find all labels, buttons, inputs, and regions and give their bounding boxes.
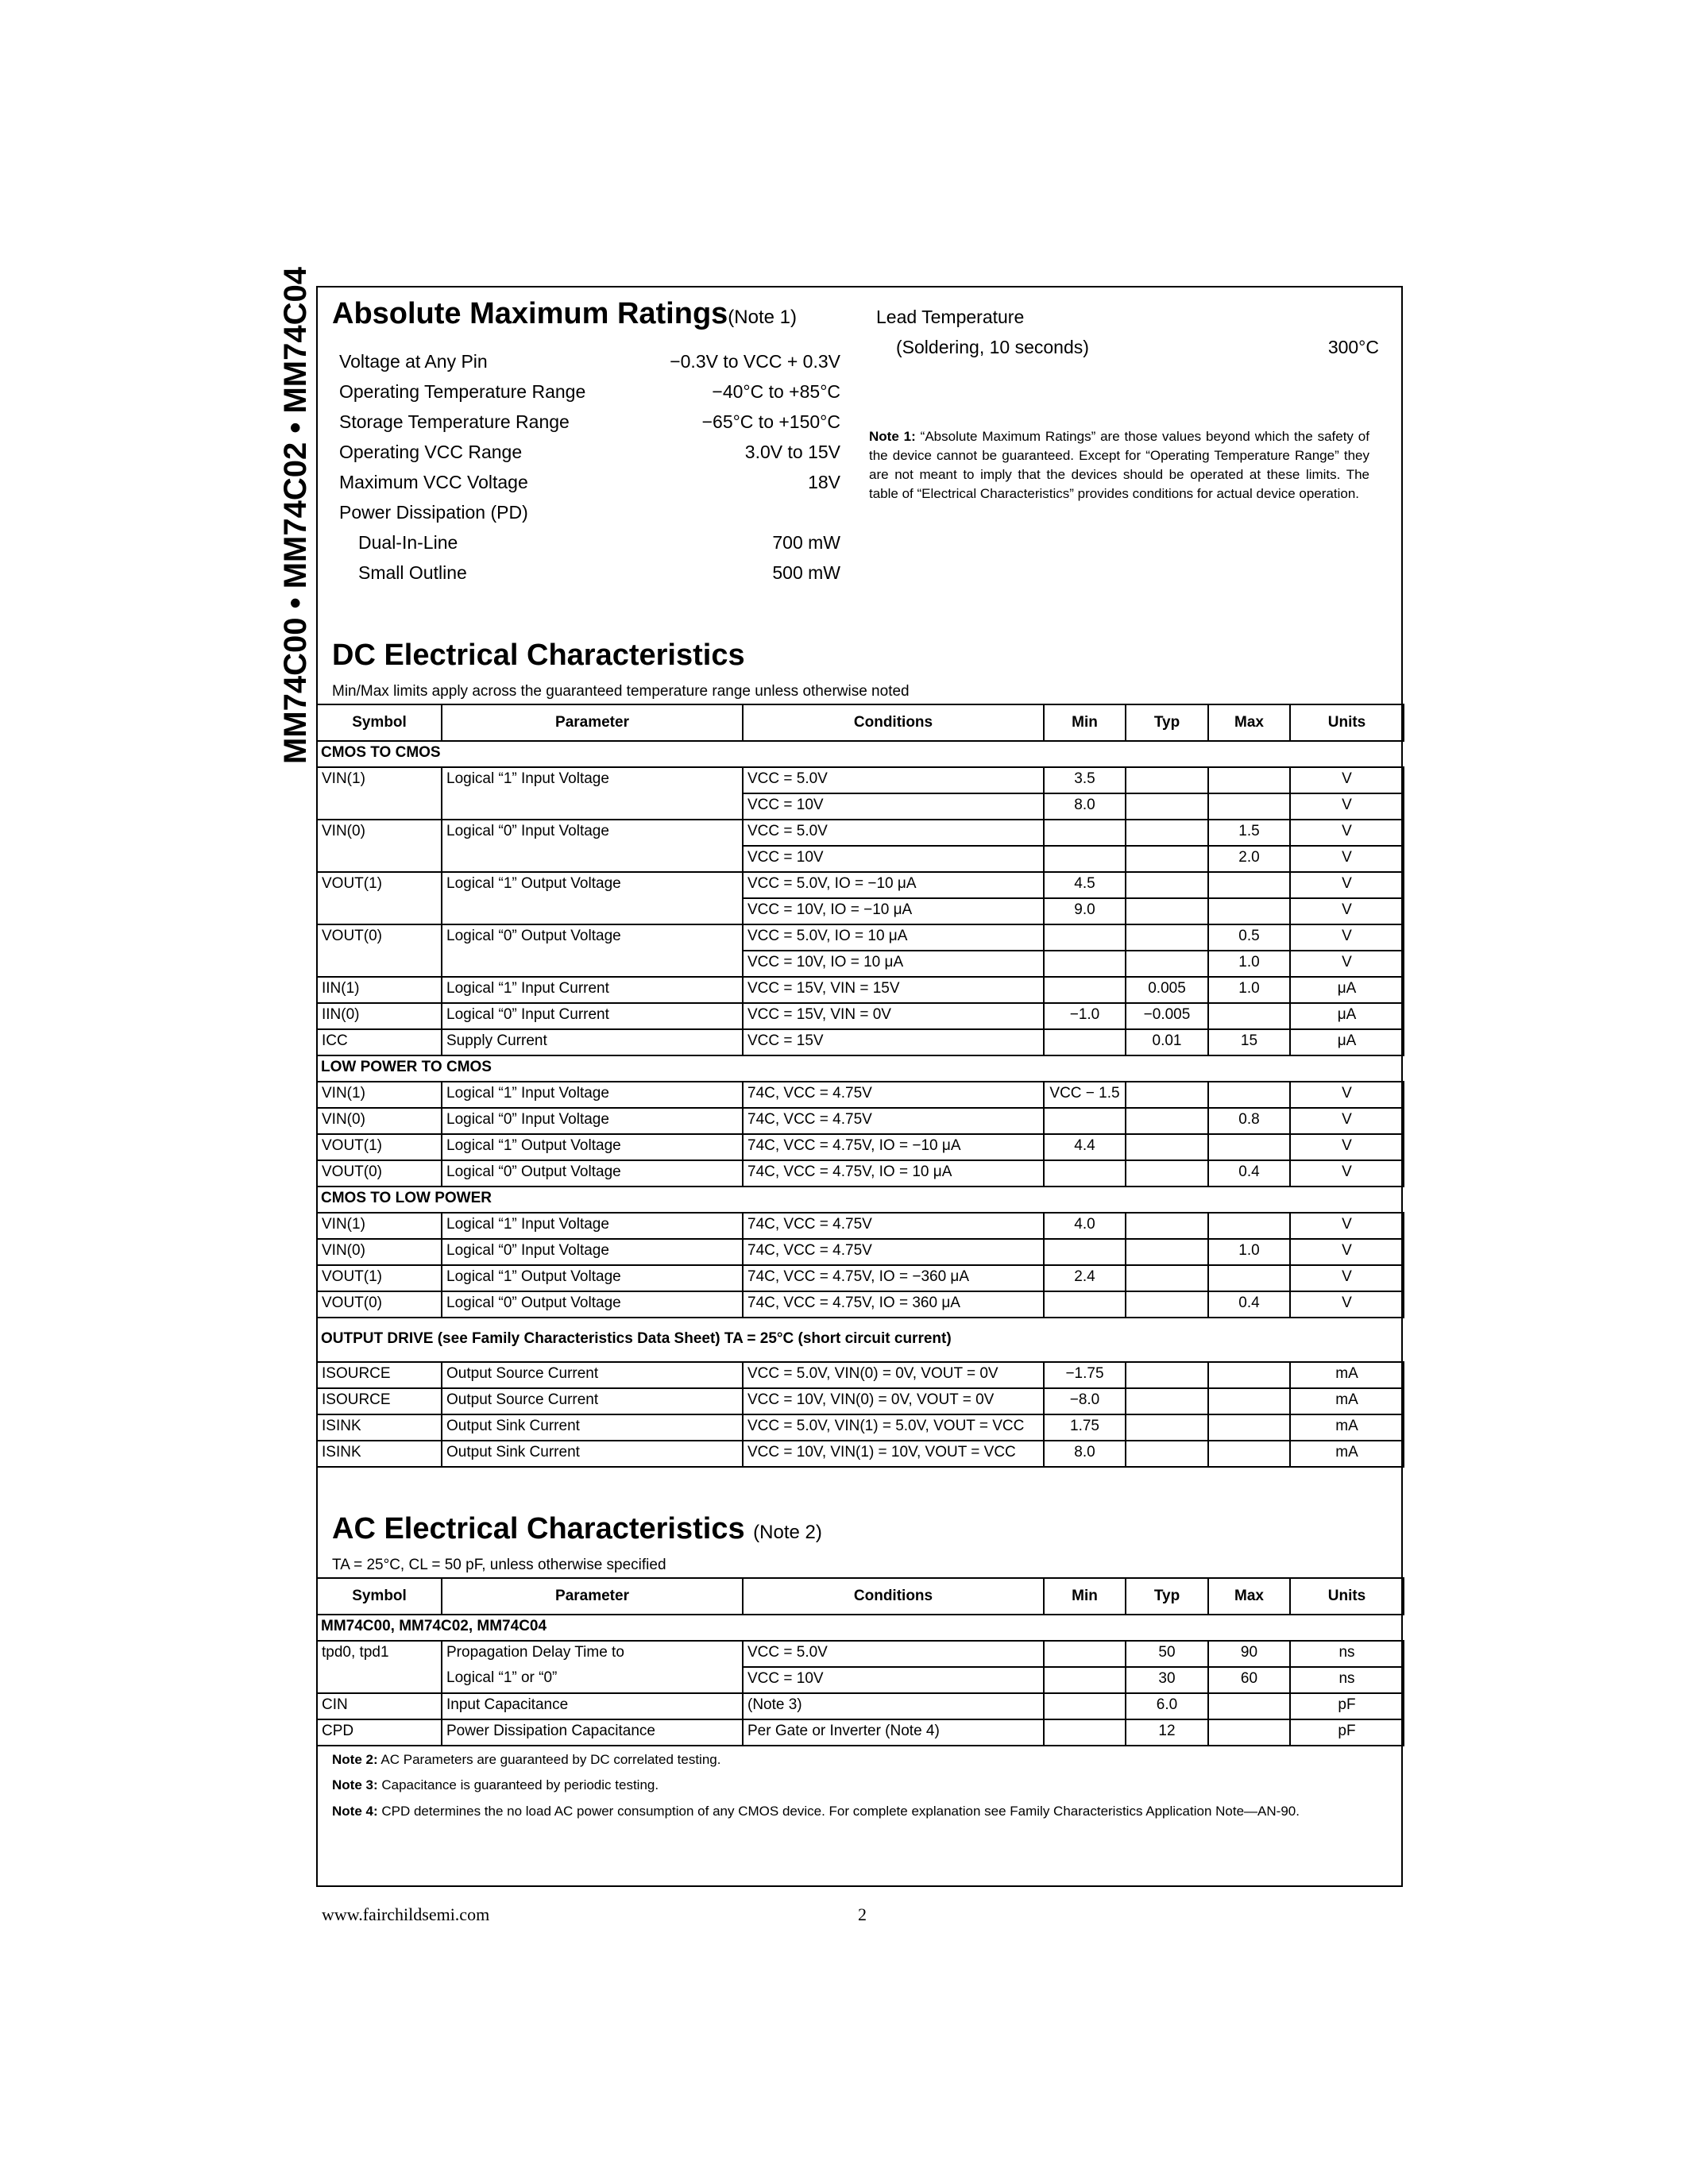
abs-max-label: Dual-In-Line [358,532,458,553]
dc-subtitle: Min/Max limits apply across the guaranteed temperature range unless otherwise noted [332,683,910,700]
group-row: LOW POWER TO CMOS [317,1055,1404,1082]
col-header-typ: Typ [1126,704,1208,741]
table-row: VCC = 10V, IO = −10 μA 9.0 V [317,898,1404,924]
note-1 [869,427,1369,504]
col-header-max: Max [1208,1578,1290,1615]
table-row: VCC = 10V 8.0 V [317,793,1404,820]
abs-max-value: 500 mW [772,562,840,583]
group-row: MM74C00, MM74C02, MM74C04 [317,1615,1404,1641]
table-row: VIN(0) Logical “0” Input Voltage 74C, VCC = 4.75V 1.0 V [317,1239,1404,1265]
abs-max-label: Operating Temperature Range [339,381,586,402]
abs-max-value: −40°C to +85°C [712,381,840,402]
dc-title: DC Electrical Characteristics [332,639,745,672]
page-number: 2 [858,1904,867,1924]
table-row: ISOURCE Output Source Current VCC = 10V, VIN(0) = 0V, VOUT = 0V −8.0 mA [317,1388,1404,1414]
ac-title: AC Electrical Characteristics (Note 2) [332,1512,822,1545]
abs-max-label: Maximum VCC Voltage [339,472,528,492]
table-row: CIN Input Capacitance (Note 3) 6.0 pF [317,1693,1404,1719]
table-row: VOUT(0) Logical “0” Output Voltage 74C, VCC = 4.75V, IO = 360 μA 0.4 V [317,1291,1404,1318]
col-header-parameter: Parameter [442,704,743,741]
col-header-min: Min [1044,704,1126,741]
abs-max-title: Absolute Maximum Ratings(Note 1) [332,297,797,330]
col-header-conditions: Conditions [743,704,1044,741]
col-header-symbol: Symbol [317,704,442,741]
abs-max-label: Operating VCC Range [339,442,523,462]
group-row: CMOS TO LOW POWER [317,1187,1404,1213]
col-header-typ: Typ [1126,1578,1208,1615]
table-row: ISOURCE Output Source Current VCC = 5.0V, VIN(0) = 0V, VOUT = 0V −1.75 mA [317,1362,1404,1388]
table-row: CPD Power Dissipation Capacitance Per Gate or Inverter (Note 4) 12 pF [317,1719,1404,1746]
dc-table [316,704,1404,1468]
col-header-units: Units [1290,704,1404,741]
table-row: VOUT(0) Logical “0” Output Voltage 74C, VCC = 4.75V, IO = 10 μA 0.4 V [317,1160,1404,1187]
table-row: VIN(1) Logical “1” Input Voltage 74C, VCC = 4.75V 4.0 V [317,1213,1404,1239]
col-header-min: Min [1044,1578,1126,1615]
abs-max-value: 18V [808,472,840,492]
table-row: VIN(1) Logical “1” Input Voltage 74C, VCC = 4.75V VCC − 1.5 V [317,1082,1404,1108]
group-row: OUTPUT DRIVE (see Family Characteristics Data Sheet) TA = 25°C (short circuit current) [317,1318,1404,1362]
col-header-parameter: Parameter [442,1578,743,1615]
table-row: VIN(0) Logical “0” Input Voltage VCC = 5.0V 1.5 V [317,820,1404,846]
ac-table [316,1577,1404,1746]
note-1-text: “Absolute Maximum Ratings” are those values beyond which the safety of the device cannot be guaranteed. Except for “Operating Temperature Range” they are not meant to imply that the devices should be operated at these limits. The table of “Electrical Characteristics” provides conditions for actual device operation. [869,429,1369,501]
group-row: CMOS TO CMOS [317,741,1404,767]
table-row: tpd0, tpd1 Propagation Delay Time to VCC = 5.0V 50 90 ns [317,1641,1404,1667]
col-header-units: Units [1290,1578,1404,1615]
col-header-conditions: Conditions [743,1578,1044,1615]
lead-temp-value: 300°C [1327,337,1379,357]
ac-subtitle: TA = 25°C, CL = 50 pF, unless otherwise specified [332,1557,666,1573]
abs-max-note-ref: (Note 1) [728,307,797,328]
table-row: ISINK Output Sink Current VCC = 10V, VIN(1) = 10V, VOUT = VCC 8.0 mA [317,1441,1404,1467]
abs-max-value: 700 mW [772,532,840,553]
abs-max-label: Storage Temperature Range [339,411,570,432]
abs-max-label: Voltage at Any Pin [339,351,488,372]
side-part-title: MM74C00 • MM74C02 • MM74C04 [278,267,313,764]
table-row: IIN(1) Logical “1” Input Current VCC = 15V, VIN = 15V 0.005 1.0 μA [317,977,1404,1003]
footer-url[interactable]: www.fairchildsemi.com [322,1904,490,1924]
table-row: Logical “1” or “0” VCC = 10V 30 60 ns [317,1667,1404,1693]
dc-header-row [317,704,1404,741]
note-1-label: Note 1: [869,429,916,444]
table-row: IIN(0) Logical “0” Input Current VCC = 15V, VIN = 0V −1.0 −0.005 μA [317,1003,1404,1029]
note-4: Note 4: CPD determines the no load AC power consumption of any CMOS device. For complete explanation see Family Characteristics Application Note—AN-90. [332,1804,1300,1819]
col-header-symbol: Symbol [317,1578,442,1615]
abs-max-label: Small Outline [358,562,467,583]
table-row: VCC = 10V 2.0 V [317,846,1404,872]
col-header-max: Max [1208,704,1290,741]
table-row: VIN(0) Logical “0” Input Voltage 74C, VCC = 4.75V 0.8 V [317,1108,1404,1134]
abs-max-label: Power Dissipation (PD) [339,502,528,523]
note-3: Note 3: Capacitance is guaranteed by periodic testing. [332,1777,659,1792]
table-row: ICC Supply Current VCC = 15V 0.01 15 μA [317,1029,1404,1055]
lead-temp-label: Lead Temperature [876,307,1025,327]
abs-max-value: 3.0V to 15V [744,442,840,462]
abs-max-value: −65°C to +150°C [701,411,840,432]
ac-header-row [317,1578,1404,1615]
table-row: VIN(1) Logical “1” Input Voltage VCC = 5.0V 3.5 V [317,767,1404,793]
lead-temp-sub: (Soldering, 10 seconds) [896,337,1089,357]
table-row: VOUT(1) Logical “1” Output Voltage 74C, VCC = 4.75V, IO = −10 μA 4.4 V [317,1134,1404,1160]
ac-notes [332,1747,1389,1822]
abs-max-value: −0.3V to VCC + 0.3V [670,351,840,372]
table-row: ISINK Output Sink Current VCC = 5.0V, VIN(1) = 5.0V, VOUT = VCC 1.75 mA [317,1414,1404,1441]
note-2: Note 2: AC Parameters are guaranteed by DC correlated testing. [332,1752,721,1767]
table-row: VOUT(1) Logical “1” Output Voltage VCC = 5.0V, IO = −10 μA 4.5 V [317,872,1404,898]
table-row: VCC = 10V, IO = 10 μA 1.0 V [317,951,1404,977]
table-row: VOUT(0) Logical “0” Output Voltage VCC = 5.0V, IO = 10 μA 0.5 V [317,924,1404,951]
ac-note-ref: (Note 2) [753,1522,822,1543]
table-row: VOUT(1) Logical “1” Output Voltage 74C, VCC = 4.75V, IO = −360 μA 2.4 V [317,1265,1404,1291]
